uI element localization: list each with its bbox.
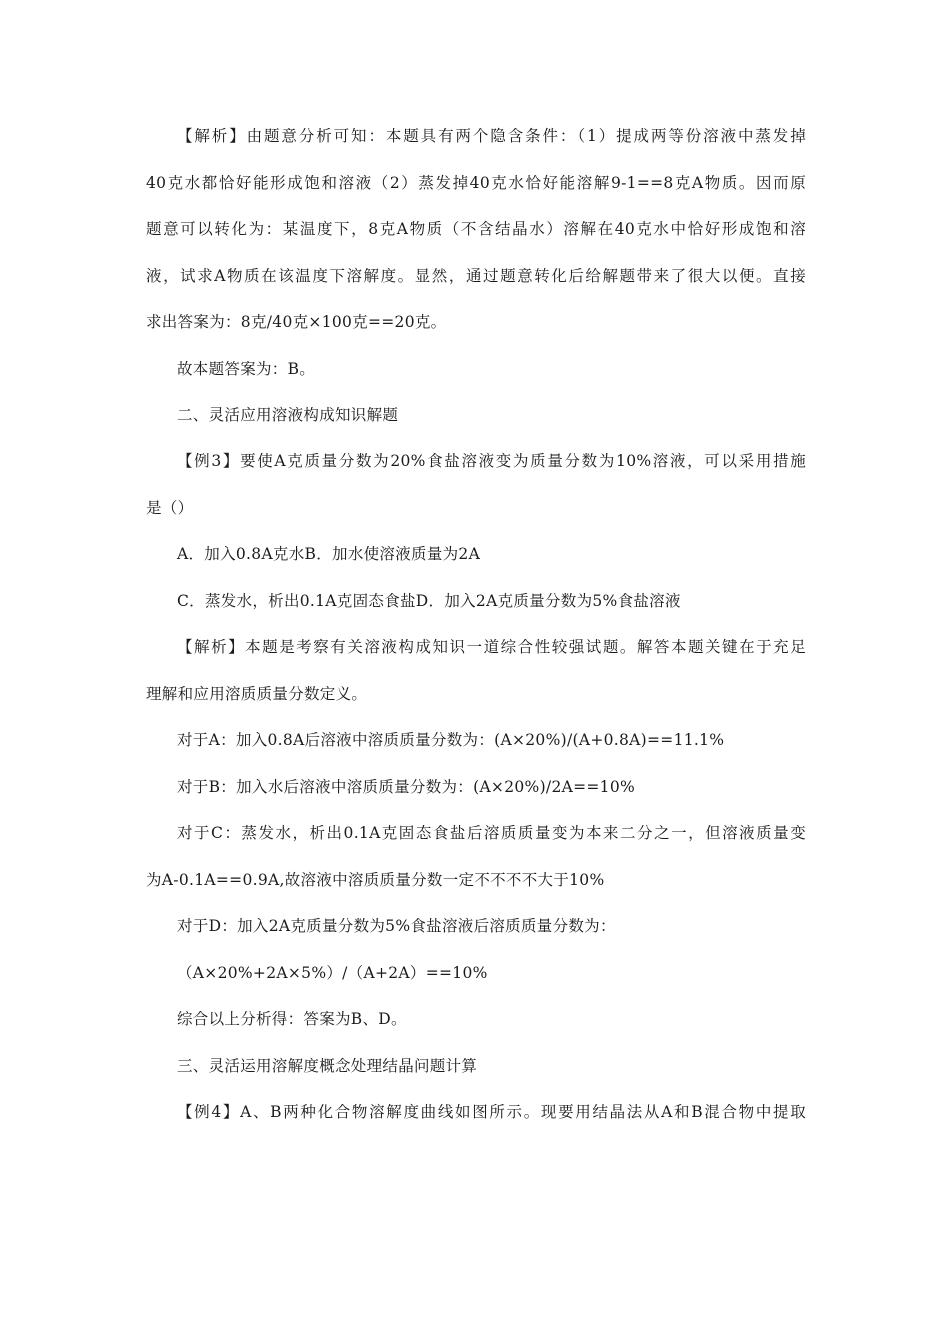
paragraph-line: 【解析】由题意分析可知：本题具有两个隐含条件：（1）提成两等份溶液中蒸发掉 — [177, 127, 806, 145]
paragraph-line: 理解和应用溶质质量分数定义。 — [146, 685, 368, 703]
paragraph-line: 故本题答案为：B。 — [177, 360, 316, 378]
paragraph-line: 求出答案为：8克/40克×100克==20克。 — [146, 313, 447, 331]
example-line: 【例4】A、B两种化合物溶解度曲线如图所示。现要用结晶法从A和B混合物中提取 — [177, 1103, 806, 1121]
analysis-line: 对于A：加入0.8A后溶液中溶质质量分数为：(A×20%)/(A+0.8A)==11.1% — [177, 731, 725, 749]
paragraph-line: 液，试求A物质在该温度下溶解度。显然，通过题意转化后给解题带来了很大以便。直接 — [146, 267, 806, 285]
section-heading: 二、灵活应用溶液构成知识解题 — [177, 406, 399, 424]
paragraph-line: 题意可以转化为：某温度下，8克A物质（不含结晶水）溶解在40克水中恰好形成饱和溶 — [146, 220, 806, 238]
paragraph-line: 综合以上分析得：答案为B、D。 — [177, 1010, 407, 1028]
example-line: 【例3】要使A克质量分数为20%食盐溶液变为质量分数为10%溶液，可以采用措施 — [177, 452, 806, 470]
analysis-line: 对于D：加入2A克质量分数为5%食盐溶液后溶质质量分数为： — [177, 917, 616, 935]
option-line: A．加入0.8A克水B．加水使溶液质量为2A — [177, 545, 481, 563]
formula-line: （A×20%+2A×5%）/（A+2A）==10% — [177, 964, 488, 982]
paragraph-line: 【解析】本题是考察有关溶液构成知识一道综合性较强试题。解答本题关键在于充足 — [177, 638, 806, 656]
analysis-line: 对于B：加入水后溶液中溶质质量分数为：(A×20%)/2A==10% — [177, 778, 636, 796]
section-heading: 三、灵活运用溶解度概念处理结晶问题计算 — [177, 1057, 478, 1075]
paragraph-line: 40克水都恰好能形成饱和溶液（2）蒸发掉40克水恰好能溶解9-1==8克A物质。因而原 — [146, 174, 806, 192]
paragraph-line: 是（） — [146, 499, 194, 517]
option-line: C．蒸发水，析出0.1A克固态食盐D．加入2A克质量分数为5%食盐溶液 — [177, 592, 681, 610]
analysis-line: 对于C：蒸发水，析出0.1A克固态食盐后溶质质量变为本来二分之一，但溶液质量变 — [177, 824, 806, 842]
analysis-line: 为A-0.1A==0.9A,故溶液中溶质质量分数一定不不不不大于10% — [146, 871, 605, 889]
